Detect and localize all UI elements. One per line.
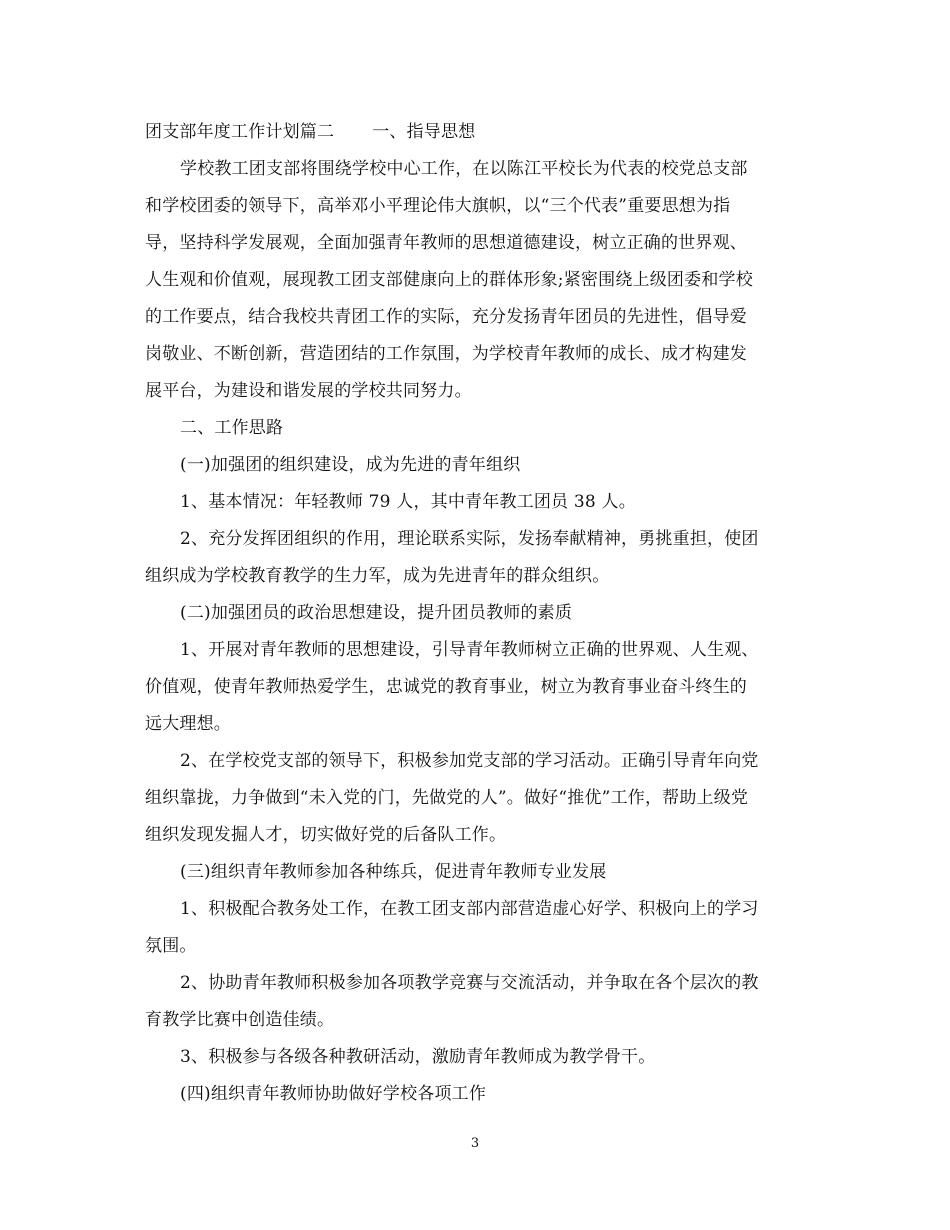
- section-heading: 一、指导思想: [372, 122, 476, 142]
- paragraph-line: 氛围。: [145, 936, 197, 956]
- paragraph-line: 学校教工团支部将围绕学校中心工作，在以陈江平校长为代表的校党总支部: [180, 159, 748, 179]
- paragraph-line: 组织发现发掘人才，切实做好党的后备队工作。: [145, 825, 507, 845]
- paragraph-line: 1、积极配合教务处工作，在教工团支部内部营造虚心好学、积极向上的学习: [180, 899, 759, 919]
- paragraph-line: 的工作要点，结合我校共青团工作的实际，充分发扬青年团员的先进性，倡导爱: [145, 307, 747, 327]
- paragraph-line: 组织靠拢，力争做到“未入党的门，先做党的人”。做好“推优”工作，帮助上级党: [145, 788, 749, 808]
- section-heading: 二、工作思路: [180, 418, 284, 438]
- paragraph-line: 价值观，使青年教师热爱学生，忠诚党的教育事业，树立为教育事业奋斗终生的: [145, 677, 747, 697]
- paragraph-line: 人生观和价值观，展现教工团支部健康向上的群体形象;紧密围绕上级团委和学校: [145, 270, 753, 290]
- paragraph-line: 导，坚持科学发展观，全面加强青年教师的思想道德建设，树立正确的世界观、: [145, 233, 747, 253]
- paragraph-line: 和学校团委的领导下，高举邓小平理论伟大旗帜，以“三个代表”重要思想为指: [145, 196, 731, 216]
- subsection-heading: (三)组织青年教师参加各种练兵，促进青年教师专业发展: [180, 862, 607, 882]
- subsection-heading: (二)加强团员的政治思想建设，提升团员教师的素质: [180, 603, 573, 623]
- paragraph-line: 岗敬业、不断创新，营造团结的工作氛围，为学校青年教师的成长、成才构建发: [145, 344, 747, 364]
- paragraph-line: 2、充分发挥团组织的作用，理论联系实际，发扬奉献精神，勇挑重担，使团: [180, 529, 759, 549]
- paragraph-line: 2、在学校党支部的领导下，积极参加党支部的学习活动。正确引导青年向党: [180, 751, 759, 771]
- paragraph-line: 组织成为学校教育教学的生力军，成为先进青年的群众组织。: [145, 566, 610, 586]
- document-body: [145, 114, 809, 1113]
- subsection-heading: (四)组织青年教师协助做好学校各项工作: [180, 1084, 487, 1104]
- paragraph-line: 2、协助青年教师积极参加各项教学竞赛与交流活动，并争取在各个层次的教: [180, 973, 759, 993]
- paragraph-line: 展平台，为建设和谐发展的学校共同努力。: [145, 381, 472, 401]
- title-line: [145, 114, 809, 151]
- paragraph-line: 1、开展对青年教师的思想建设，引导青年教师树立正确的世界观、人生观、: [180, 640, 759, 660]
- page-number: 3: [470, 1136, 480, 1151]
- subsection-heading: (一)加强团的组织建设，成为先进的青年组织: [180, 455, 521, 475]
- paragraph-line: 1、基本情况：年轻教师 79 人，其中青年教工团员 38 人。: [180, 492, 636, 512]
- paragraph-line: 3、积极参与各级各种教研活动，激励青年教师成为教学骨干。: [180, 1047, 656, 1067]
- document-title: 团支部年度工作计划篇二: [145, 122, 335, 142]
- paragraph-line: 育教学比赛中创造佳绩。: [145, 1010, 335, 1030]
- paragraph-line: 远大理想。: [145, 714, 231, 734]
